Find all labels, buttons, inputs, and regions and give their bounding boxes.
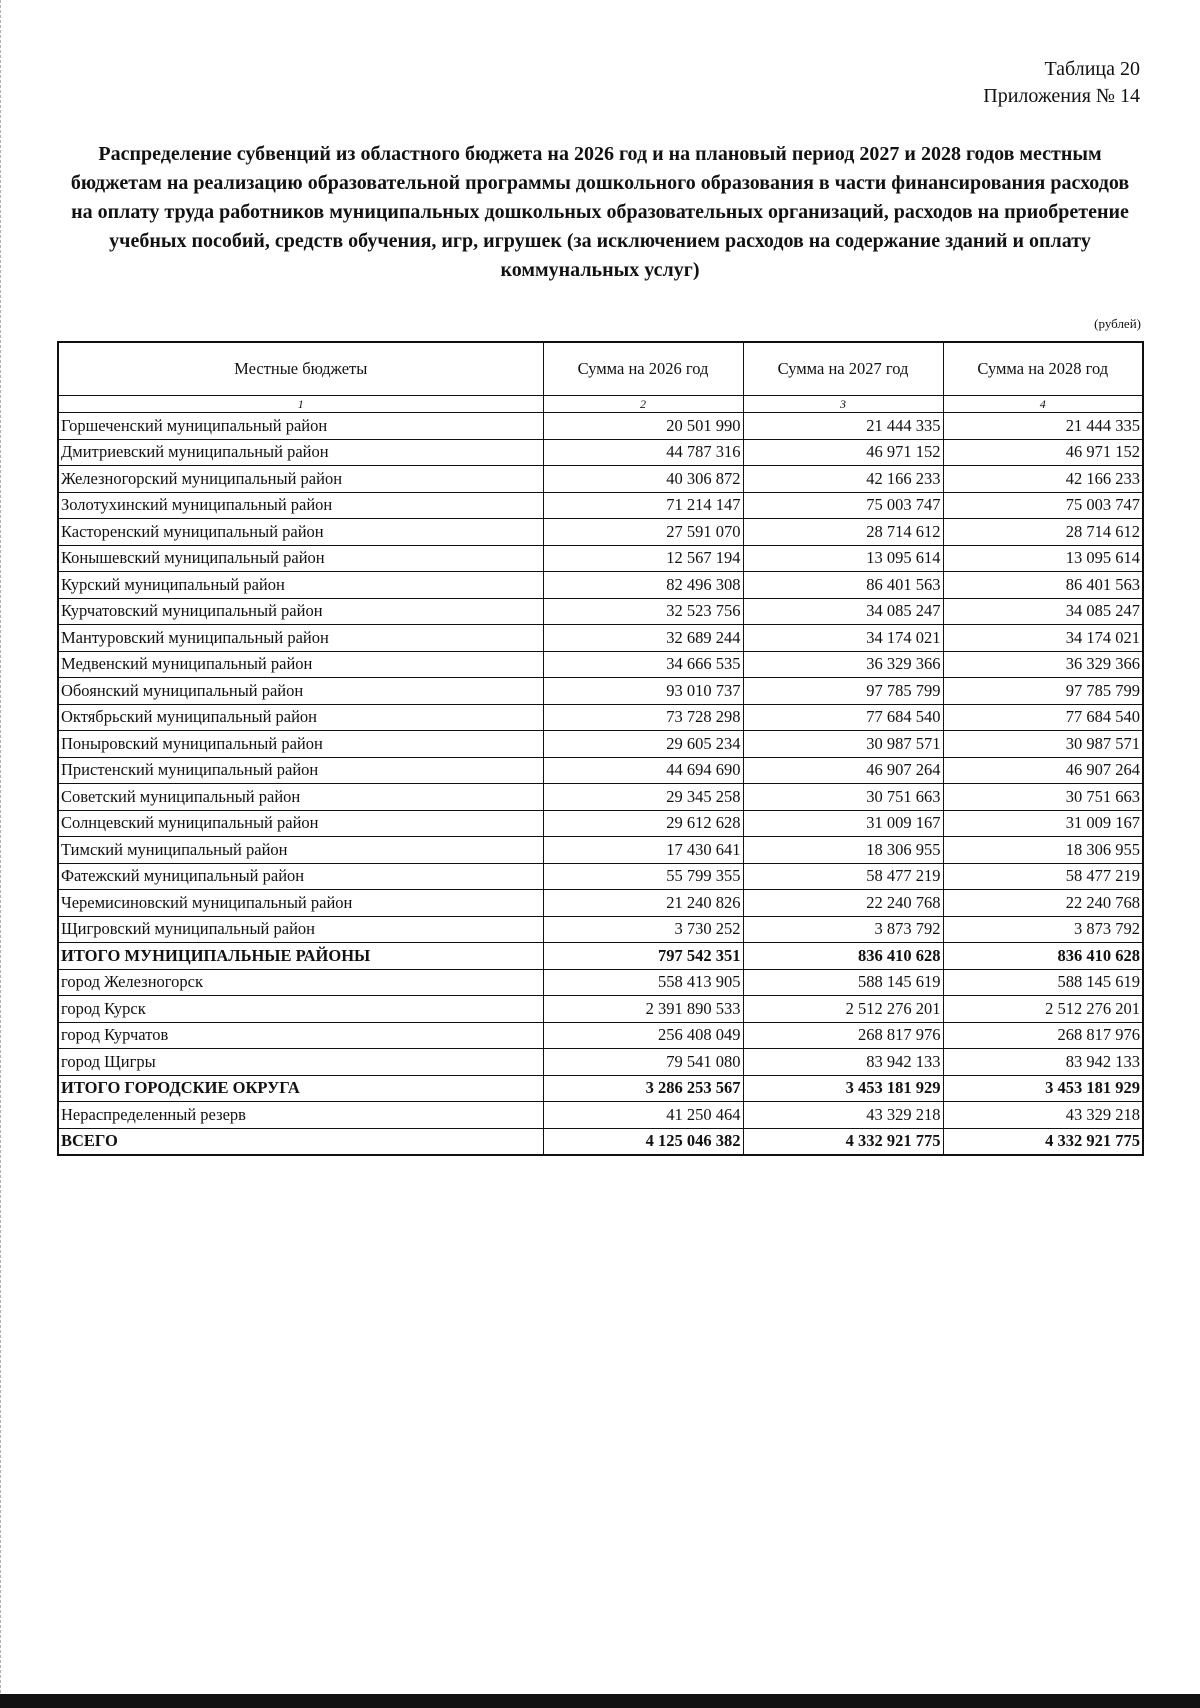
- budget-name-cell: Железногорский муниципальный район: [58, 466, 543, 493]
- amount-2028-cell: 77 684 540: [943, 704, 1143, 731]
- budget-name-cell: Поныровский муниципальный район: [58, 731, 543, 758]
- table-row: [58, 678, 1143, 705]
- amount-2028-cell: 3 453 181 929: [943, 1075, 1143, 1102]
- document-title: Распределение субвенций из областного бюджета на 2026 год и на плановый период 2027 и 2028 годов местным бюджетам на реализацию образовательной программы дошкольного образования в части финансирования расходов на оплату труда работников муниципальных дошкольных образовательных организаций, расходов на приобретение учебных пособий, средств обучения, игр, игрушек (за исключением расходов на содержание зданий и оплату коммунальных услуг): [70, 143, 1130, 281]
- column-header-2026: Сумма на 2026 год: [543, 342, 743, 396]
- table-body: [58, 413, 1143, 1156]
- budget-name-cell: Медвенский муниципальный район: [58, 651, 543, 678]
- amount-2026-cell: 27 591 070: [543, 519, 743, 546]
- table-total-row: [58, 1128, 1143, 1155]
- table-row: [58, 1102, 1143, 1129]
- amount-2027-cell: 75 003 747: [743, 492, 943, 519]
- column-number: 3: [743, 396, 943, 413]
- budget-name-cell: город Железногорск: [58, 969, 543, 996]
- table-row: [58, 810, 1143, 837]
- column-header-2028: Сумма на 2028 год: [943, 342, 1143, 396]
- amount-2026-cell: 44 787 316: [543, 439, 743, 466]
- amount-2027-cell: 36 329 366: [743, 651, 943, 678]
- column-number: 1: [58, 396, 543, 413]
- amount-2026-cell: 3 286 253 567: [543, 1075, 743, 1102]
- column-number-row: [58, 396, 1143, 413]
- amount-2028-cell: 75 003 747: [943, 492, 1143, 519]
- table-label: Таблица 20: [1044, 58, 1140, 80]
- budget-name-cell: Мантуровский муниципальный район: [58, 625, 543, 652]
- budget-name-cell: ИТОГО ГОРОДСКИЕ ОКРУГА: [58, 1075, 543, 1102]
- amount-2026-cell: 2 391 890 533: [543, 996, 743, 1023]
- table-total-row: [58, 943, 1143, 970]
- amount-2028-cell: 34 085 247: [943, 598, 1143, 625]
- budget-name-cell: Тимский муниципальный район: [58, 837, 543, 864]
- amount-2027-cell: 46 971 152: [743, 439, 943, 466]
- budget-name-cell: Черемисиновский муниципальный район: [58, 890, 543, 917]
- amount-2026-cell: 29 345 258: [543, 784, 743, 811]
- amount-2026-cell: 29 605 234: [543, 731, 743, 758]
- amount-2026-cell: 32 523 756: [543, 598, 743, 625]
- amount-2026-cell: 79 541 080: [543, 1049, 743, 1076]
- column-number: 4: [943, 396, 1143, 413]
- amount-2027-cell: 34 085 247: [743, 598, 943, 625]
- appendix-label: Приложения № 14: [983, 85, 1140, 107]
- table-row: [58, 890, 1143, 917]
- amount-2026-cell: 20 501 990: [543, 413, 743, 440]
- amount-2027-cell: 42 166 233: [743, 466, 943, 493]
- amount-2026-cell: 71 214 147: [543, 492, 743, 519]
- budget-name-cell: Курчатовский муниципальный район: [58, 598, 543, 625]
- table-row: [58, 996, 1143, 1023]
- amount-2027-cell: 97 785 799: [743, 678, 943, 705]
- amount-2027-cell: 22 240 768: [743, 890, 943, 917]
- budget-name-cell: Курский муниципальный район: [58, 572, 543, 599]
- table-total-row: [58, 1075, 1143, 1102]
- table-row: [58, 969, 1143, 996]
- amount-2028-cell: 97 785 799: [943, 678, 1143, 705]
- column-header-budgets: Местные бюджеты: [58, 342, 543, 396]
- amount-2026-cell: 29 612 628: [543, 810, 743, 837]
- amount-2026-cell: 32 689 244: [543, 625, 743, 652]
- table-row: [58, 784, 1143, 811]
- amount-2027-cell: 13 095 614: [743, 545, 943, 572]
- amount-2028-cell: 31 009 167: [943, 810, 1143, 837]
- amount-2027-cell: 30 751 663: [743, 784, 943, 811]
- amount-2028-cell: 46 907 264: [943, 757, 1143, 784]
- amount-2027-cell: 46 907 264: [743, 757, 943, 784]
- column-header-2027: Сумма на 2027 год: [743, 342, 943, 396]
- amount-2026-cell: 44 694 690: [543, 757, 743, 784]
- table-row: [58, 519, 1143, 546]
- table-row: [58, 466, 1143, 493]
- budget-name-cell: Щигровский муниципальный район: [58, 916, 543, 943]
- document-header: [983, 56, 1140, 110]
- amount-2026-cell: 4 125 046 382: [543, 1128, 743, 1155]
- budget-name-cell: ИТОГО МУНИЦИПАЛЬНЫЕ РАЙОНЫ: [58, 943, 543, 970]
- unit-label: (рублей): [1094, 316, 1141, 331]
- amount-2027-cell: 58 477 219: [743, 863, 943, 890]
- amount-2028-cell: 4 332 921 775: [943, 1128, 1143, 1155]
- amount-2028-cell: 86 401 563: [943, 572, 1143, 599]
- budget-name-cell: Солнцевский муниципальный район: [58, 810, 543, 837]
- budget-name-cell: Советский муниципальный район: [58, 784, 543, 811]
- table-row: [58, 439, 1143, 466]
- amount-2028-cell: 268 817 976: [943, 1022, 1143, 1049]
- budget-name-cell: Фатежский муниципальный район: [58, 863, 543, 890]
- amount-2026-cell: 41 250 464: [543, 1102, 743, 1129]
- amount-2026-cell: 40 306 872: [543, 466, 743, 493]
- table-row: [58, 598, 1143, 625]
- amount-2027-cell: 2 512 276 201: [743, 996, 943, 1023]
- amount-2028-cell: 34 174 021: [943, 625, 1143, 652]
- budget-name-cell: ВСЕГО: [58, 1128, 543, 1155]
- budget-name-cell: Конышевский муниципальный район: [58, 545, 543, 572]
- budget-name-cell: Горшеченский муниципальный район: [58, 413, 543, 440]
- table-row: [58, 492, 1143, 519]
- table-row: [58, 731, 1143, 758]
- amount-2028-cell: 3 873 792: [943, 916, 1143, 943]
- amount-2026-cell: 12 567 194: [543, 545, 743, 572]
- amount-2027-cell: 83 942 133: [743, 1049, 943, 1076]
- amount-2028-cell: 21 444 335: [943, 413, 1143, 440]
- budget-table: [57, 341, 1144, 1156]
- amount-2028-cell: 30 987 571: [943, 731, 1143, 758]
- table-row: [58, 1022, 1143, 1049]
- amount-2028-cell: 83 942 133: [943, 1049, 1143, 1076]
- column-number: 2: [543, 396, 743, 413]
- amount-2027-cell: 18 306 955: [743, 837, 943, 864]
- budget-name-cell: Золотухинский муниципальный район: [58, 492, 543, 519]
- table-row: [58, 916, 1143, 943]
- table-row: [58, 572, 1143, 599]
- amount-2027-cell: 34 174 021: [743, 625, 943, 652]
- amount-2026-cell: 82 496 308: [543, 572, 743, 599]
- budget-name-cell: город Щигры: [58, 1049, 543, 1076]
- amount-2026-cell: 34 666 535: [543, 651, 743, 678]
- amount-2028-cell: 22 240 768: [943, 890, 1143, 917]
- table-row: [58, 413, 1143, 440]
- amount-2028-cell: 36 329 366: [943, 651, 1143, 678]
- table-row: [58, 545, 1143, 572]
- table-row: [58, 651, 1143, 678]
- table-row: [58, 837, 1143, 864]
- budget-name-cell: Нераспределенный резерв: [58, 1102, 543, 1129]
- table-row: [58, 1049, 1143, 1076]
- amount-2026-cell: 797 542 351: [543, 943, 743, 970]
- amount-2027-cell: 43 329 218: [743, 1102, 943, 1129]
- amount-2027-cell: 86 401 563: [743, 572, 943, 599]
- amount-2028-cell: 42 166 233: [943, 466, 1143, 493]
- amount-2028-cell: 46 971 152: [943, 439, 1143, 466]
- amount-2028-cell: 836 410 628: [943, 943, 1143, 970]
- amount-2026-cell: 93 010 737: [543, 678, 743, 705]
- table-header-row: [58, 342, 1143, 396]
- budget-name-cell: Обоянский муниципальный район: [58, 678, 543, 705]
- amount-2026-cell: 73 728 298: [543, 704, 743, 731]
- amount-2028-cell: 588 145 619: [943, 969, 1143, 996]
- budget-name-cell: город Курск: [58, 996, 543, 1023]
- amount-2028-cell: 2 512 276 201: [943, 996, 1143, 1023]
- amount-2027-cell: 77 684 540: [743, 704, 943, 731]
- amount-2026-cell: 21 240 826: [543, 890, 743, 917]
- amount-2026-cell: 558 413 905: [543, 969, 743, 996]
- amount-2028-cell: 13 095 614: [943, 545, 1143, 572]
- amount-2027-cell: 31 009 167: [743, 810, 943, 837]
- table-row: [58, 863, 1143, 890]
- amount-2028-cell: 43 329 218: [943, 1102, 1143, 1129]
- amount-2027-cell: 4 332 921 775: [743, 1128, 943, 1155]
- budget-name-cell: Октябрьский муниципальный район: [58, 704, 543, 731]
- budget-name-cell: город Курчатов: [58, 1022, 543, 1049]
- amount-2027-cell: 268 817 976: [743, 1022, 943, 1049]
- budget-name-cell: Касторенский муниципальный район: [58, 519, 543, 546]
- amount-2027-cell: 21 444 335: [743, 413, 943, 440]
- amount-2026-cell: 3 730 252: [543, 916, 743, 943]
- amount-2027-cell: 30 987 571: [743, 731, 943, 758]
- amount-2028-cell: 58 477 219: [943, 863, 1143, 890]
- budget-name-cell: Дмитриевский муниципальный район: [58, 439, 543, 466]
- table-row: [58, 704, 1143, 731]
- table-row: [58, 625, 1143, 652]
- amount-2026-cell: 17 430 641: [543, 837, 743, 864]
- amount-2027-cell: 3 873 792: [743, 916, 943, 943]
- amount-2027-cell: 836 410 628: [743, 943, 943, 970]
- amount-2026-cell: 55 799 355: [543, 863, 743, 890]
- amount-2026-cell: 256 408 049: [543, 1022, 743, 1049]
- amount-2028-cell: 18 306 955: [943, 837, 1143, 864]
- amount-2028-cell: 30 751 663: [943, 784, 1143, 811]
- amount-2028-cell: 28 714 612: [943, 519, 1143, 546]
- amount-2027-cell: 588 145 619: [743, 969, 943, 996]
- budget-name-cell: Пристенский муниципальный район: [58, 757, 543, 784]
- scan-bottom-border: [0, 1694, 1200, 1708]
- amount-2027-cell: 3 453 181 929: [743, 1075, 943, 1102]
- amount-2027-cell: 28 714 612: [743, 519, 943, 546]
- scan-left-edge: [0, 0, 3, 1708]
- table-row: [58, 757, 1143, 784]
